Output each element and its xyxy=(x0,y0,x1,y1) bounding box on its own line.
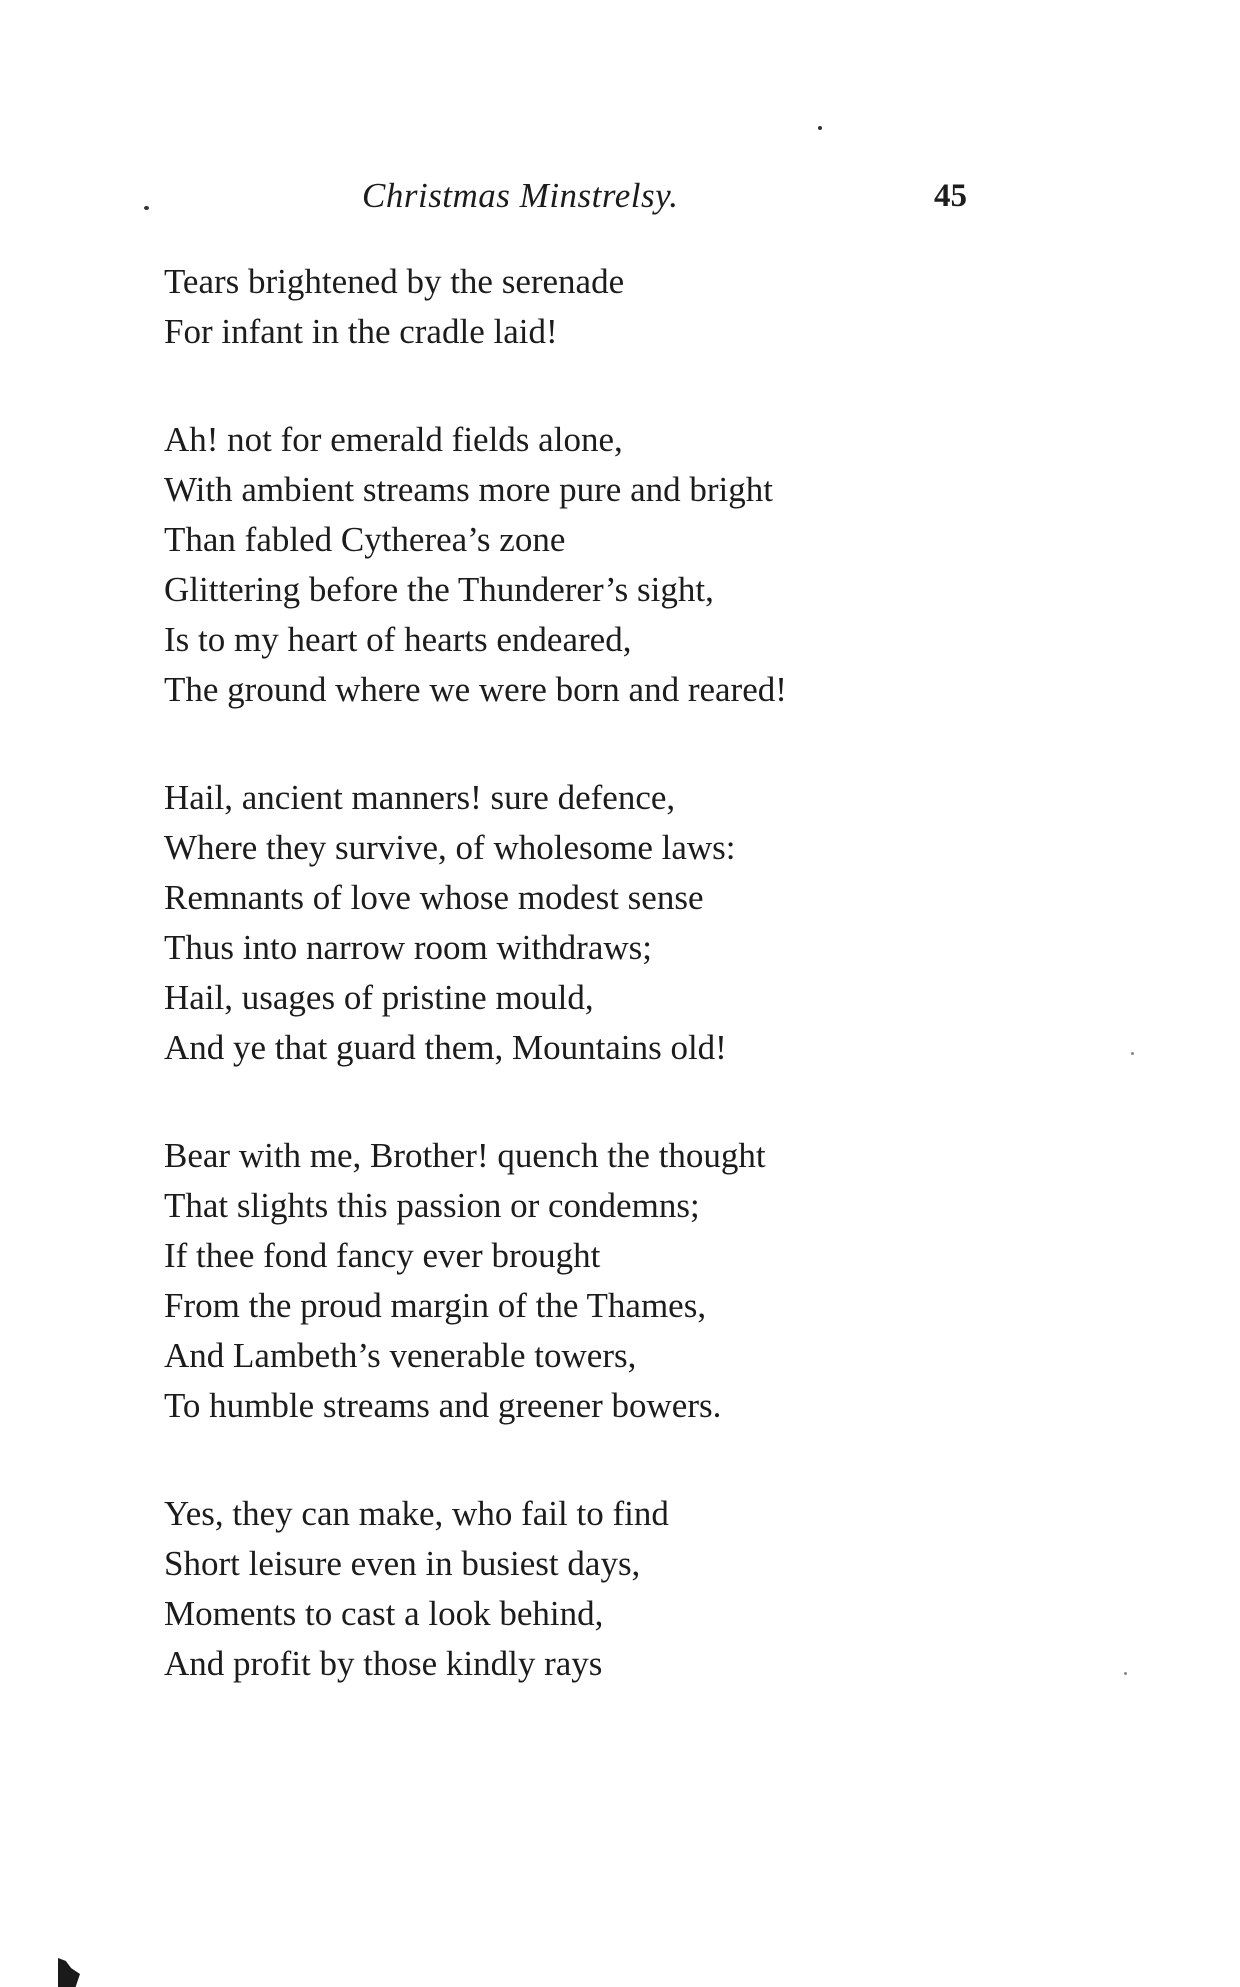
poem-line: The ground where we were born and reared! xyxy=(164,670,787,709)
running-title: Christmas Minstrelsy. xyxy=(362,176,679,215)
poem-line: Where they survive, of wholesome laws: xyxy=(164,828,736,867)
poem-line: Remnants of love whose modest sense xyxy=(164,878,704,917)
poem-line: Bear with me, Brother! quench the thought xyxy=(164,1136,766,1175)
poem-line: Hail, ancient manners! sure defence, xyxy=(164,778,676,817)
poem-line: Thus into narrow room withdraws; xyxy=(164,928,652,967)
stanza-5 xyxy=(164,1489,1064,1689)
scan-corner-mark xyxy=(58,1958,80,1987)
poem-line: Than fabled Cytherea’s zone xyxy=(164,520,566,559)
poem-line: Tears brightened by the serenade xyxy=(164,262,625,301)
poem-line: With ambient streams more pure and bright xyxy=(164,470,773,509)
poem-line: And Lambeth’s venerable towers, xyxy=(164,1336,637,1375)
poem-line: Moments to cast a look behind, xyxy=(164,1594,604,1633)
stanza-2 xyxy=(164,415,1064,715)
poem-line: Yes, they can make, who fail to find xyxy=(164,1494,669,1533)
stanza-4 xyxy=(164,1131,1064,1431)
poem-line: If thee fond fancy ever brought xyxy=(164,1236,601,1275)
poem-line: And ye that guard them, Mountains old! xyxy=(164,1028,727,1067)
poem-line: Glittering before the Thunderer’s sight, xyxy=(164,570,714,609)
poem-line: From the proud margin of the Thames, xyxy=(164,1286,707,1325)
poem-body xyxy=(164,257,1064,1689)
stanza-3 xyxy=(164,773,1064,1073)
stanza-break xyxy=(164,1431,1064,1489)
stanza-break xyxy=(164,715,1064,773)
stanza-break xyxy=(164,1073,1064,1131)
scan-speck xyxy=(818,126,822,130)
poem-line: Ah! not for emerald fields alone, xyxy=(164,420,623,459)
poem-line: Is to my heart of hearts endeared, xyxy=(164,620,632,659)
poem-line: And profit by those kindly rays xyxy=(164,1644,603,1683)
scan-speck xyxy=(1131,1052,1134,1055)
poem-line: For infant in the cradle laid! xyxy=(164,312,558,351)
stanza-1 xyxy=(164,257,1064,357)
poem-line: Short leisure even in busiest days, xyxy=(164,1544,641,1583)
stanza-break xyxy=(164,357,1064,415)
poem-line: To humble streams and greener bowers. xyxy=(164,1386,722,1425)
poem-line: Hail, usages of pristine mould, xyxy=(164,978,594,1017)
scan-speck xyxy=(1124,1672,1127,1675)
scan-speck xyxy=(144,206,149,210)
poem-line: That slights this passion or condemns; xyxy=(164,1186,700,1225)
page-number: 45 xyxy=(934,178,967,214)
